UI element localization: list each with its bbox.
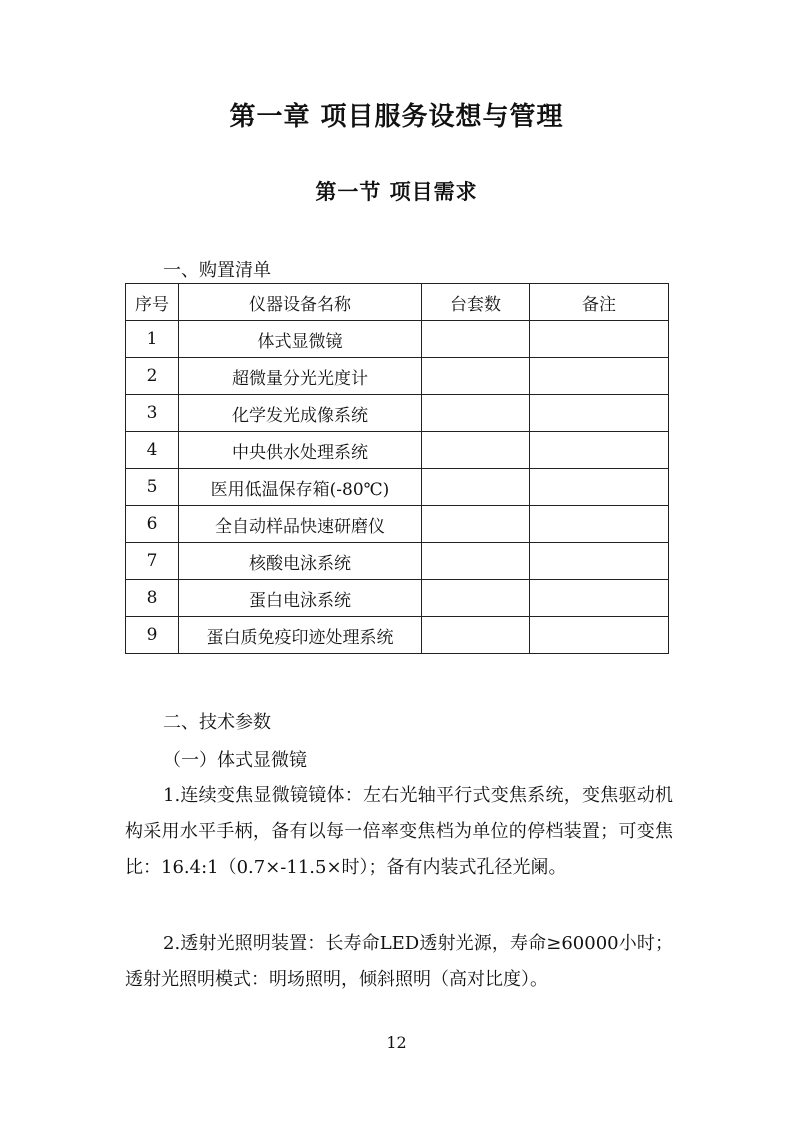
table-row [126, 469, 669, 506]
cell-equipment-name: 超微量分光光度计 [179, 358, 422, 395]
section-title: 第一节 项目需求 [315, 180, 478, 204]
cell-quantity [422, 580, 530, 617]
cell-serial-no: 3 [126, 395, 179, 432]
cell-quantity [422, 395, 530, 432]
header-remarks: 备注 [530, 284, 669, 321]
cell-equipment-name: 化学发光成像系统 [179, 395, 422, 432]
cell-remarks [530, 321, 669, 358]
table-row [126, 358, 669, 395]
cell-serial-no: 2 [126, 358, 179, 395]
table-row [126, 543, 669, 580]
cell-serial-no: 8 [126, 580, 179, 617]
cell-equipment-name: 中央供水处理系统 [179, 432, 422, 469]
paragraph-illumination: 2.透射光照明装置：长寿命LED透射光源，寿命≥60000小时；透射光照明模式：明场照明，倾斜照明（高对比度）。 [125, 933, 673, 990]
cell-remarks [530, 506, 669, 543]
tech-params-heading: 二、技术参数 [163, 712, 271, 733]
cell-remarks [530, 358, 669, 395]
cell-equipment-name: 蛋白质免疫印迹处理系统 [179, 617, 422, 654]
cell-quantity [422, 506, 530, 543]
table-row [126, 395, 669, 432]
purchase-list-table [125, 283, 669, 654]
table-header-row [126, 284, 669, 321]
cell-equipment-name: 蛋白电泳系统 [179, 580, 422, 617]
cell-serial-no: 6 [126, 506, 179, 543]
paragraph-zoom-body: 1.连续变焦显微镜镜体：左右光轴平行式变焦系统，变焦驱动机构采用水平手柄，备有以每一倍率变焦档为单位的停档装置；可变焦比：16.4:1（0.7×-11.5×时）；备有内装式孔径光阑。 [125, 785, 673, 878]
purchase-list-heading: 一、购置清单 [163, 260, 271, 281]
cell-serial-no: 7 [126, 543, 179, 580]
header-serial-no: 序号 [126, 284, 179, 321]
cell-equipment-name: 体式显微镜 [179, 321, 422, 358]
page-number: 12 [386, 1033, 407, 1052]
chapter-title: 第一章 项目服务设想与管理 [229, 102, 564, 132]
cell-equipment-name: 全自动样品快速研磨仪 [179, 506, 422, 543]
cell-serial-no: 4 [126, 432, 179, 469]
microscope-sub-heading: （一）体式显微镜 [163, 750, 307, 771]
cell-remarks [530, 617, 669, 654]
cell-remarks [530, 580, 669, 617]
cell-remarks [530, 469, 669, 506]
table-row [126, 506, 669, 543]
table-row [126, 432, 669, 469]
cell-remarks [530, 395, 669, 432]
table-row [126, 580, 669, 617]
table-row [126, 321, 669, 358]
cell-serial-no: 1 [126, 321, 179, 358]
cell-remarks [530, 543, 669, 580]
cell-quantity [422, 469, 530, 506]
cell-quantity [422, 543, 530, 580]
cell-quantity [422, 617, 530, 654]
cell-quantity [422, 432, 530, 469]
cell-quantity [422, 321, 530, 358]
cell-serial-no: 5 [126, 469, 179, 506]
cell-equipment-name: 医用低温保存箱(-80℃) [179, 469, 422, 506]
cell-quantity [422, 358, 530, 395]
cell-serial-no: 9 [126, 617, 179, 654]
cell-remarks [530, 432, 669, 469]
header-quantity: 台套数 [422, 284, 530, 321]
cell-equipment-name: 核酸电泳系统 [179, 543, 422, 580]
header-equipment-name: 仪器设备名称 [179, 284, 422, 321]
table-row [126, 617, 669, 654]
